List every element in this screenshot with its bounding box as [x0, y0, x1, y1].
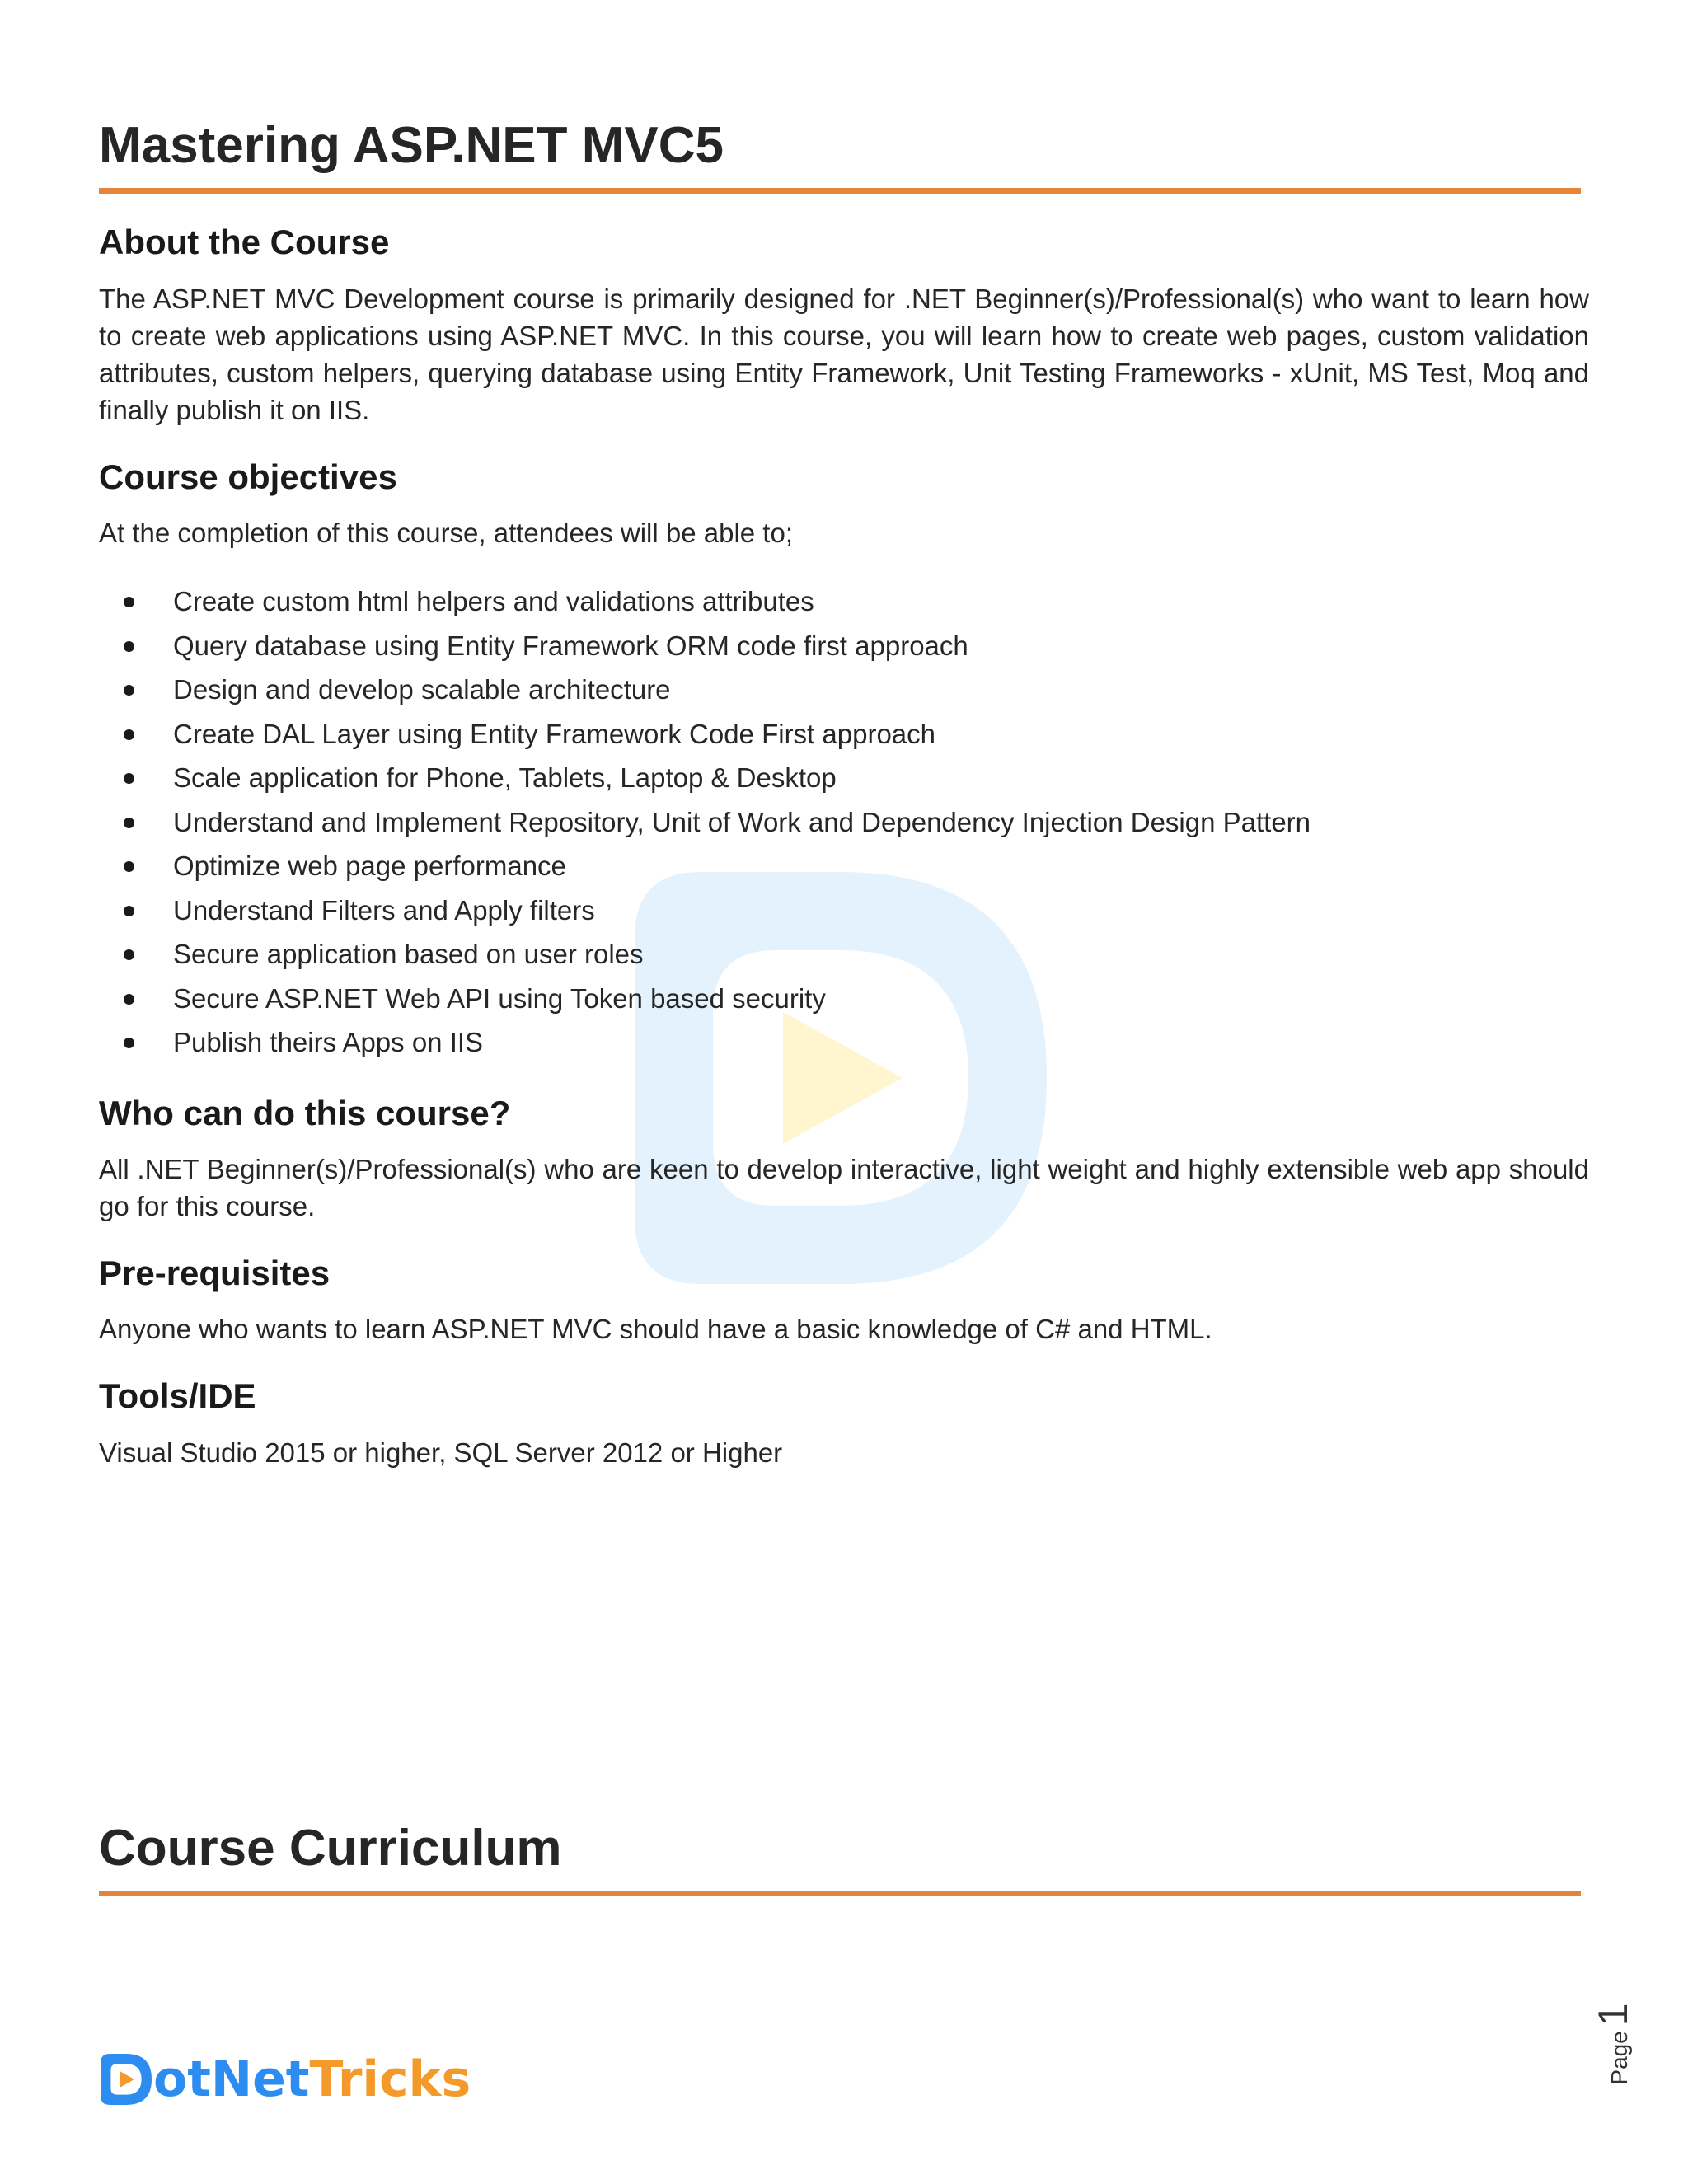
- list-item: Understand Filters and Apply filters: [99, 888, 1589, 933]
- logo-text-net: otNet: [153, 2050, 310, 2108]
- bullet-icon: [124, 641, 134, 652]
- list-item: Publish theirs Apps on IIS: [99, 1020, 1589, 1065]
- main-content: [99, 115, 1589, 1471]
- dotnettricks-logo: [101, 2050, 471, 2108]
- list-item: Secure application based on user roles: [99, 932, 1589, 977]
- objectives-intro: At the completion of this course, attendees will be able to;: [99, 518, 793, 549]
- d-play-icon: [101, 2054, 152, 2105]
- who-heading: Who can do this course?: [99, 1093, 511, 1132]
- list-item: Create custom html helpers and validations attributes: [99, 579, 1589, 624]
- objectives-heading: Course objectives: [99, 457, 397, 496]
- page-label: Page: [1606, 2031, 1632, 2085]
- about-text: The ASP.NET MVC Development course is primarily designed for .NET Beginner(s)/Professional(s) who want to learn how to create web applications using ASP.NET MVC. In this course, you will learn how to create web pages, custom validation attributes, custom helpers, querying database using Entity Framework, Unit Testing Frameworks - xUnit, MS Test, Moq and finally publish it on IIS.: [99, 283, 1589, 425]
- bullet-icon: [124, 818, 134, 828]
- prereq-heading: Pre-requisites: [99, 1254, 331, 1293]
- bullet-icon: [124, 906, 134, 916]
- page-number: [1589, 2003, 1672, 2085]
- bullet-icon: [124, 773, 134, 784]
- list-item: Design and develop scalable architecture: [99, 668, 1589, 712]
- objectives-list: [99, 579, 1589, 1065]
- list-item: Query database using Entity Framework ORM code first approach: [99, 624, 1589, 668]
- tools-heading: Tools/IDE: [99, 1376, 256, 1416]
- bullet-icon: [124, 949, 134, 960]
- bullet-icon: [124, 1038, 134, 1048]
- prereq-text: Anyone who wants to learn ASP.NET MVC should have a basic knowledge of C# and HTML.: [99, 1314, 1212, 1345]
- list-item: Optimize web page performance: [99, 844, 1589, 888]
- bullet-icon: [124, 861, 134, 872]
- curriculum-heading: Course Curriculum: [99, 1820, 562, 1877]
- tools-text: Visual Studio 2015 or higher, SQL Server 2012 or Higher: [99, 1436, 783, 1468]
- page-title: Mastering ASP.NET MVC5: [99, 117, 724, 174]
- title-divider: [99, 188, 1581, 194]
- bullet-icon: [124, 597, 134, 607]
- logo-text-tricks: Tricks: [309, 2050, 471, 2108]
- bullet-icon: [124, 685, 134, 696]
- curriculum-divider: [99, 1891, 1581, 1896]
- bullet-icon: [124, 729, 134, 740]
- bullet-icon: [124, 994, 134, 1005]
- list-item: Create DAL Layer using Entity Framework Code First approach: [99, 712, 1589, 757]
- list-item: Secure ASP.NET Web API using Token based security: [99, 977, 1589, 1021]
- list-item: Understand and Implement Repository, Unit of Work and Dependency Injection Design Pattern: [99, 800, 1589, 845]
- who-text: All .NET Beginner(s)/Professional(s) who are keen to develop interactive, light weight and highly extensible web app should go for this course.: [99, 1154, 1589, 1222]
- list-item: Scale application for Phone, Tablets, Laptop & Desktop: [99, 756, 1589, 800]
- curriculum-section: [99, 1818, 1589, 1896]
- page-number-value: 1: [1590, 2003, 1636, 2027]
- about-heading: About the Course: [99, 223, 390, 262]
